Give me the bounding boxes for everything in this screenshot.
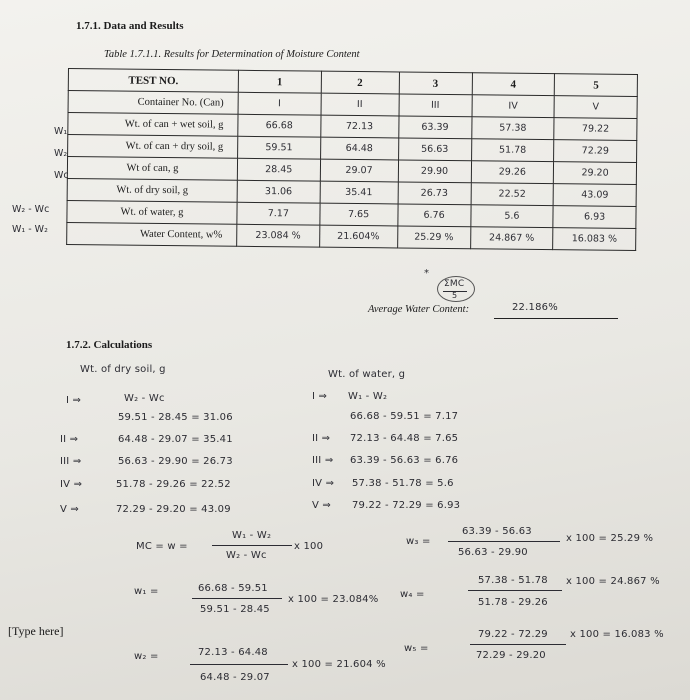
table-row [67,222,636,250]
section-title-data-results: 1.7.1. Data and Results [76,20,184,32]
calc-label: II ⇒ [312,433,331,444]
cell: V [554,96,637,119]
calc-line: 72.29 - 29.20 = 43.09 [116,504,231,515]
calc-line: 72.13 - 64.48 = 7.65 [350,433,459,444]
margin-note: W₁ [54,126,68,137]
star-mark: * [424,268,430,279]
row-label: Wt. of can + wet soil, g [68,113,238,137]
sum-mc-numerator: ΣMC [444,279,465,289]
mc-formula-numerator: W₁ - W₂ [232,530,272,541]
cell: 66.68 [238,114,321,137]
w3-result: x 100 = 25.29 % [566,533,654,544]
margin-note: Wc [54,170,69,181]
cell: 7.65 [320,203,398,226]
calc-label: I ⇒ [312,391,328,402]
calc-line: 56.63 - 29.90 = 26.73 [118,456,233,467]
w4-denominator: 51.78 - 29.26 [478,597,548,608]
fraction-line [192,598,282,599]
calc-line: W₁ - W₂ [348,391,388,402]
w3-denominator: 56.63 - 29.90 [458,547,528,558]
cell: 21.604% [319,225,397,248]
mc-formula-lhs: MC = w = [136,541,188,552]
fraction-line [448,541,560,542]
w2-denominator: 64.48 - 29.07 [200,672,270,683]
w4-result: x 100 = 24.867 % [566,576,660,587]
calc-line: 66.68 - 59.51 = 7.17 [350,411,459,422]
margin-note: W₂ - Wc [12,204,50,215]
w1-numerator: 66.68 - 59.51 [198,583,268,594]
cell: 31.06 [237,180,320,203]
cell: 56.63 [398,138,471,161]
cell: 7.17 [237,202,320,225]
calc-line: 79.22 - 72.29 = 6.93 [352,500,461,511]
w5-lhs: w₅ = [404,643,429,654]
w1-lhs: w₁ = [134,586,159,597]
w5-denominator: 72.29 - 29.20 [476,650,546,661]
sum-mc-denominator: 5 [452,291,458,300]
fraction-line [212,545,292,546]
calc-label: IV ⇒ [60,479,83,490]
cell: 29.20 [554,162,637,185]
margin-note: W₂ [54,148,68,159]
w4-lhs: w₄ = [400,589,425,600]
w4-numerator: 57.38 - 51.78 [478,575,548,586]
fraction-line [470,644,566,645]
w5-result: x 100 = 16.083 % [570,629,664,640]
header-col-2: 2 [321,71,399,94]
cell: IV [472,95,555,118]
calc-label: V ⇒ [312,500,331,511]
water-heading: Wt. of water, g [328,369,406,380]
footer-placeholder-text: [Type here] [8,624,64,638]
row-label: Container No. (Can) [68,91,238,115]
moisture-content-table [66,68,638,251]
table-caption: Table 1.7.1.1. Results for Determination of Moisture Content [104,49,360,60]
cell: 64.48 [320,137,398,160]
cell: 59.51 [238,136,321,159]
cell: 22.52 [471,183,554,206]
cell: 29.90 [398,160,471,183]
cell: 29.26 [471,161,554,184]
calc-line: 51.78 - 29.26 = 22.52 [116,479,231,490]
row-label: Wt. of dry soil, g [67,178,237,202]
cell: 6.76 [397,204,470,227]
row-label: Water Content, w% [67,222,237,246]
section-title-calculations: 1.7.2. Calculations [66,339,153,351]
calc-label: III ⇒ [60,456,82,467]
calc-label: V ⇒ [60,504,79,515]
cell: III [399,94,472,117]
cell: 51.78 [471,139,554,162]
cell: 28.45 [237,158,320,181]
cell: 26.73 [398,182,471,205]
average-underline [494,318,618,319]
cell: I [238,92,321,115]
fraction-line [468,590,562,591]
w1-result: x 100 = 23.084% [288,594,379,605]
cell: 35.41 [320,181,398,204]
average-water-content-label: Average Water Content: [368,304,470,315]
fraction-line [190,664,288,665]
header-col-1: 1 [238,70,321,93]
calc-line: 59.51 - 28.45 = 31.06 [118,412,233,423]
row-label: Wt. of can + dry soil, g [68,135,238,159]
w3-numerator: 63.39 - 56.63 [462,526,532,537]
cell: 25.29 % [397,226,470,249]
average-water-content-value: 22.186% [512,302,558,313]
calc-label: II ⇒ [60,434,79,445]
header-col-4: 4 [472,73,555,96]
calc-line: 57.38 - 51.78 = 5.6 [352,478,454,489]
cell: 72.29 [554,140,637,163]
cell: 23.084 % [237,224,320,247]
row-label: Wt. of water, g [67,200,237,224]
w2-result: x 100 = 21.604 % [292,659,386,670]
cell: 57.38 [471,117,554,140]
w1-denominator: 59.51 - 28.45 [200,604,270,615]
cell: 63.39 [398,116,471,139]
header-col-3: 3 [399,72,472,95]
mc-formula-tail: x 100 [294,541,324,552]
cell: 72.13 [320,115,398,138]
w5-numerator: 79.22 - 72.29 [478,629,548,640]
w3-lhs: w₃ = [406,536,431,547]
w2-numerator: 72.13 - 64.48 [198,647,268,658]
dry-soil-heading: Wt. of dry soil, g [80,364,166,375]
calc-line: W₂ - Wc [124,393,165,404]
header-col-5: 5 [555,74,638,97]
header-test-no: TEST NO. [68,69,238,93]
margin-note: W₁ - W₂ [12,224,48,235]
calc-label: III ⇒ [312,455,334,466]
cell: 29.07 [320,159,398,182]
cell: 43.09 [553,184,636,207]
cell: 79.22 [554,118,637,141]
cell: 6.93 [553,206,636,229]
cell: II [321,93,399,116]
calc-label: I ⇒ [66,395,82,406]
calc-label: IV ⇒ [312,478,335,489]
cell: 5.6 [471,205,554,228]
calc-line: 63.39 - 56.63 = 6.76 [350,455,459,466]
calc-line: 64.48 - 29.07 = 35.41 [118,434,233,445]
cell: 16.083 % [553,228,636,251]
row-label: Wt of can, g [67,157,237,181]
cell: 24.867 % [470,227,553,250]
mc-formula-denominator: W₂ - Wc [226,550,267,561]
w2-lhs: w₂ = [134,651,159,662]
